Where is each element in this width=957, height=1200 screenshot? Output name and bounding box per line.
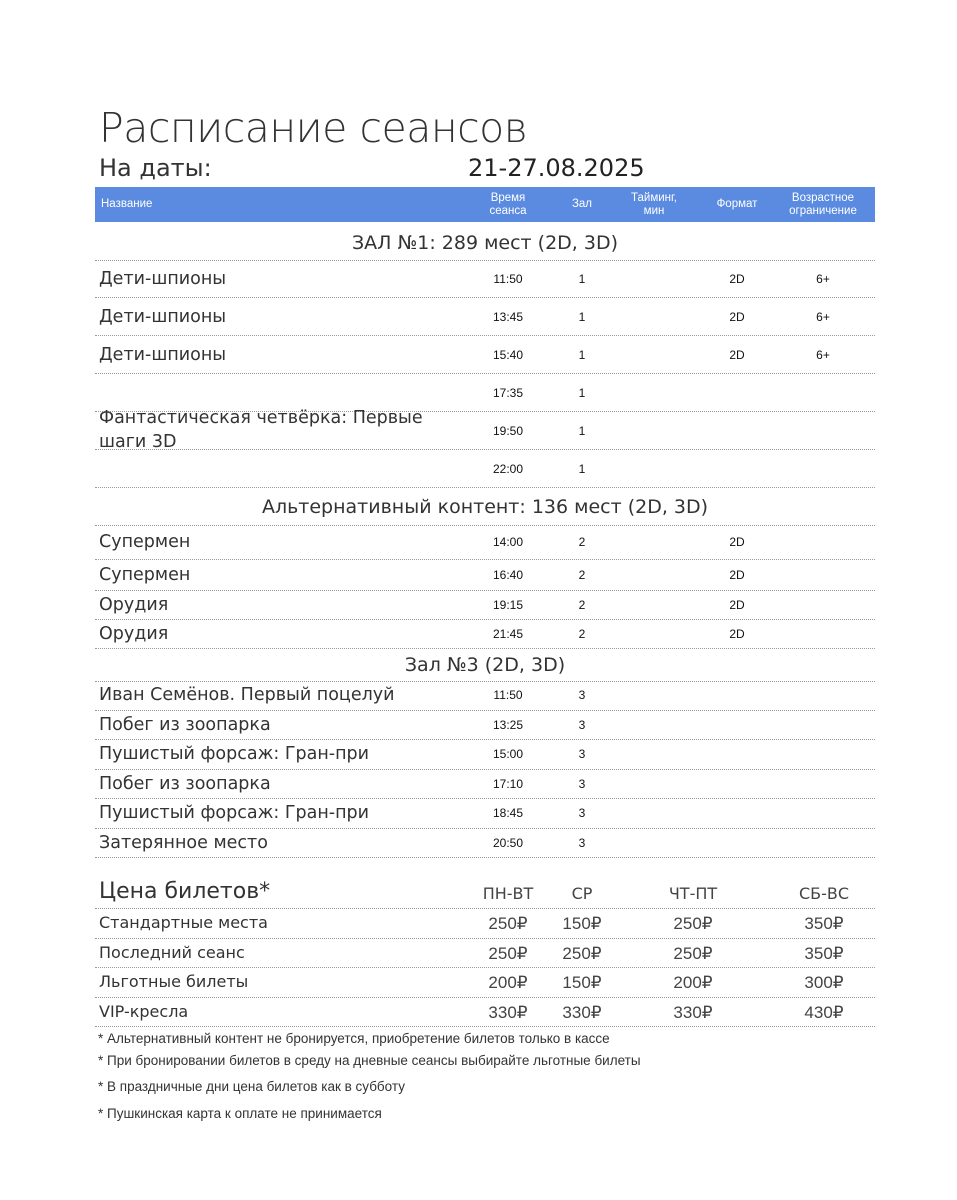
table-row bbox=[95, 740, 875, 770]
hall-number: 3 bbox=[578, 806, 586, 821]
note: * Пушкинская карта к оплате не принимается bbox=[98, 1106, 382, 1121]
format bbox=[725, 450, 749, 487]
movie-title: Пушистый форсаж: Гран-при bbox=[99, 744, 370, 765]
table-row bbox=[95, 591, 875, 620]
movie-title: Пушистый форсаж: Гран-при bbox=[99, 803, 370, 824]
age-rating bbox=[811, 412, 835, 449]
hall-number: 3 bbox=[578, 747, 586, 762]
hall-number: 3 bbox=[578, 688, 586, 703]
column-name: Название bbox=[101, 198, 153, 210]
dates-label: На даты: bbox=[99, 154, 212, 182]
format: 2D bbox=[729, 271, 745, 286]
format: 2D bbox=[729, 535, 745, 549]
session-time: 19:15 bbox=[492, 598, 524, 612]
movie-title: Дети-шпионы bbox=[99, 268, 227, 289]
session-time: 20:50 bbox=[492, 835, 524, 850]
hall-number: 2 bbox=[578, 627, 586, 641]
table-row bbox=[95, 450, 875, 488]
table-row bbox=[95, 711, 875, 741]
session-time: 14:00 bbox=[492, 535, 524, 549]
table-row bbox=[95, 298, 875, 336]
price-value: 350₽ bbox=[804, 943, 844, 963]
movie-title: Иван Семёнов. Первый поцелуй bbox=[99, 685, 395, 706]
table-row bbox=[95, 829, 875, 859]
age-rating: 6+ bbox=[816, 271, 830, 286]
column-format: Формат bbox=[716, 198, 758, 210]
price-day: СБ-ВС bbox=[798, 884, 850, 903]
price-label: Стандартные места bbox=[99, 913, 268, 932]
section-title: ЗАЛ №1: 289 мест (2D, 3D) bbox=[95, 226, 875, 261]
age-rating: 6+ bbox=[816, 309, 830, 324]
session-time: 11:50 bbox=[493, 688, 523, 703]
movie-title: Фантастическая четвёрка: Первые шаги 3D bbox=[99, 408, 423, 452]
table-row bbox=[95, 799, 875, 829]
movie-title: Побег из зоопарка bbox=[99, 714, 271, 735]
price-value: 250₽ bbox=[673, 943, 713, 963]
session-time: 18:45 bbox=[492, 806, 524, 821]
session-time: 17:10 bbox=[492, 776, 524, 791]
price-day: ЧТ-ПТ bbox=[668, 884, 718, 903]
price-value: 200₽ bbox=[673, 973, 713, 993]
section-title: Зал №3 (2D, 3D) bbox=[95, 650, 875, 682]
price-value: 200₽ bbox=[488, 973, 528, 993]
age-rating: 6+ bbox=[816, 347, 830, 362]
format: 2D bbox=[729, 309, 745, 324]
price-value: 330₽ bbox=[562, 1002, 602, 1022]
table-row bbox=[95, 681, 875, 711]
column-hall: Зал bbox=[571, 198, 593, 210]
price-value: 330₽ bbox=[488, 1002, 528, 1022]
column-age: Возрастное ограничение bbox=[789, 191, 857, 217]
session-time: 17:35 bbox=[492, 385, 524, 400]
page-title: Расписание сеансов bbox=[99, 104, 528, 152]
note: * Альтернативный контент не бронируется, приобретение билетов только в кассе bbox=[98, 1031, 610, 1046]
format: 2D bbox=[729, 568, 745, 582]
format bbox=[725, 799, 749, 828]
table-row bbox=[95, 620, 875, 649]
price-row bbox=[95, 938, 875, 969]
price-row bbox=[95, 908, 875, 939]
price-row bbox=[95, 967, 875, 998]
movie-title: Дети-шпионы bbox=[99, 344, 227, 365]
price-value: 350₽ bbox=[804, 914, 844, 933]
price-value: 150₽ bbox=[562, 973, 602, 993]
age-rating bbox=[811, 450, 835, 487]
column-timing: Тайминг, мин bbox=[631, 191, 677, 217]
format: 2D bbox=[729, 347, 745, 362]
session-time: 15:00 bbox=[492, 747, 524, 762]
movie-title: Дети-шпионы bbox=[99, 306, 227, 327]
table-header bbox=[95, 187, 875, 222]
price-label: Последний сеанс bbox=[99, 942, 245, 962]
price-row bbox=[95, 997, 875, 1028]
hall-number: 1 bbox=[578, 461, 586, 476]
hall-number: 1 bbox=[578, 309, 586, 324]
format bbox=[725, 829, 749, 858]
price-day: ПН-ВТ bbox=[482, 884, 534, 903]
hall-number: 2 bbox=[578, 598, 586, 612]
dates-value: 21-27.08.2025 bbox=[468, 154, 645, 182]
price-value: 300₽ bbox=[804, 973, 844, 993]
movie-title: Орудия bbox=[99, 624, 169, 644]
note: * При бронировании билетов в среду на дневные сеансы выбирайте льготные билеты bbox=[98, 1053, 641, 1068]
price-value: 250₽ bbox=[488, 943, 528, 963]
age-rating bbox=[811, 374, 835, 411]
format bbox=[725, 711, 749, 740]
price-value: 330₽ bbox=[673, 1002, 713, 1022]
session-time: 21:45 bbox=[492, 627, 524, 641]
age-rating bbox=[811, 560, 835, 590]
price-label: VIP-кресла bbox=[99, 1001, 189, 1021]
price-value: 430₽ bbox=[804, 1002, 844, 1022]
age-rating bbox=[811, 770, 835, 799]
price-title: Цена билетов* bbox=[99, 879, 271, 904]
age-rating bbox=[811, 681, 835, 710]
age-rating bbox=[811, 620, 835, 648]
note: * В праздничные дни цена билетов как в субботу bbox=[98, 1079, 405, 1094]
section-title: Альтернативный контент: 136 мест (2D, 3D) bbox=[95, 490, 875, 526]
age-rating bbox=[811, 740, 835, 769]
movie-title: Супермен bbox=[99, 532, 191, 552]
age-rating bbox=[811, 711, 835, 740]
hall-number: 2 bbox=[578, 535, 586, 549]
format: 2D bbox=[729, 598, 745, 612]
hall-number: 1 bbox=[578, 347, 586, 362]
price-value: 150₽ bbox=[562, 914, 602, 933]
hall-number: 3 bbox=[578, 835, 586, 850]
price-header bbox=[95, 876, 875, 909]
table-row bbox=[95, 260, 875, 298]
price-day: СР bbox=[571, 884, 593, 903]
hall-number: 3 bbox=[578, 717, 586, 732]
age-rating bbox=[811, 591, 835, 619]
price-label: Льготные билеты bbox=[99, 972, 249, 992]
age-rating bbox=[811, 799, 835, 828]
format bbox=[725, 770, 749, 799]
format bbox=[725, 374, 749, 411]
format bbox=[725, 740, 749, 769]
table-row bbox=[95, 336, 875, 374]
column-time: Время сеанса bbox=[489, 191, 527, 217]
session-time: 13:25 bbox=[492, 717, 524, 732]
movie-title: Затерянное место bbox=[99, 832, 268, 853]
price-value: 250₽ bbox=[673, 914, 713, 933]
hall-number: 1 bbox=[578, 271, 586, 286]
session-time: 15:40 bbox=[492, 347, 524, 362]
session-time: 22:00 bbox=[492, 461, 524, 476]
table-row bbox=[95, 770, 875, 800]
hall-number: 2 bbox=[578, 568, 586, 582]
hall-number: 1 bbox=[578, 385, 586, 400]
session-time: 13:45 bbox=[492, 309, 524, 324]
format bbox=[725, 412, 749, 449]
table-row bbox=[95, 560, 875, 591]
session-time: 19:50 bbox=[492, 423, 524, 438]
age-rating bbox=[811, 525, 835, 559]
hall-number: 1 bbox=[578, 423, 586, 438]
session-time: 11:50 bbox=[493, 271, 523, 286]
hall-number: 3 bbox=[578, 776, 586, 791]
price-value: 250₽ bbox=[488, 914, 528, 933]
movie-title: Орудия bbox=[99, 595, 169, 615]
format bbox=[725, 681, 749, 710]
age-rating bbox=[811, 829, 835, 858]
format: 2D bbox=[729, 627, 745, 641]
price-value: 250₽ bbox=[562, 943, 602, 963]
session-time: 16:40 bbox=[492, 568, 524, 582]
movie-title: Побег из зоопарка bbox=[99, 773, 271, 794]
movie-title: Супермен bbox=[99, 565, 191, 585]
table-row bbox=[95, 525, 875, 560]
